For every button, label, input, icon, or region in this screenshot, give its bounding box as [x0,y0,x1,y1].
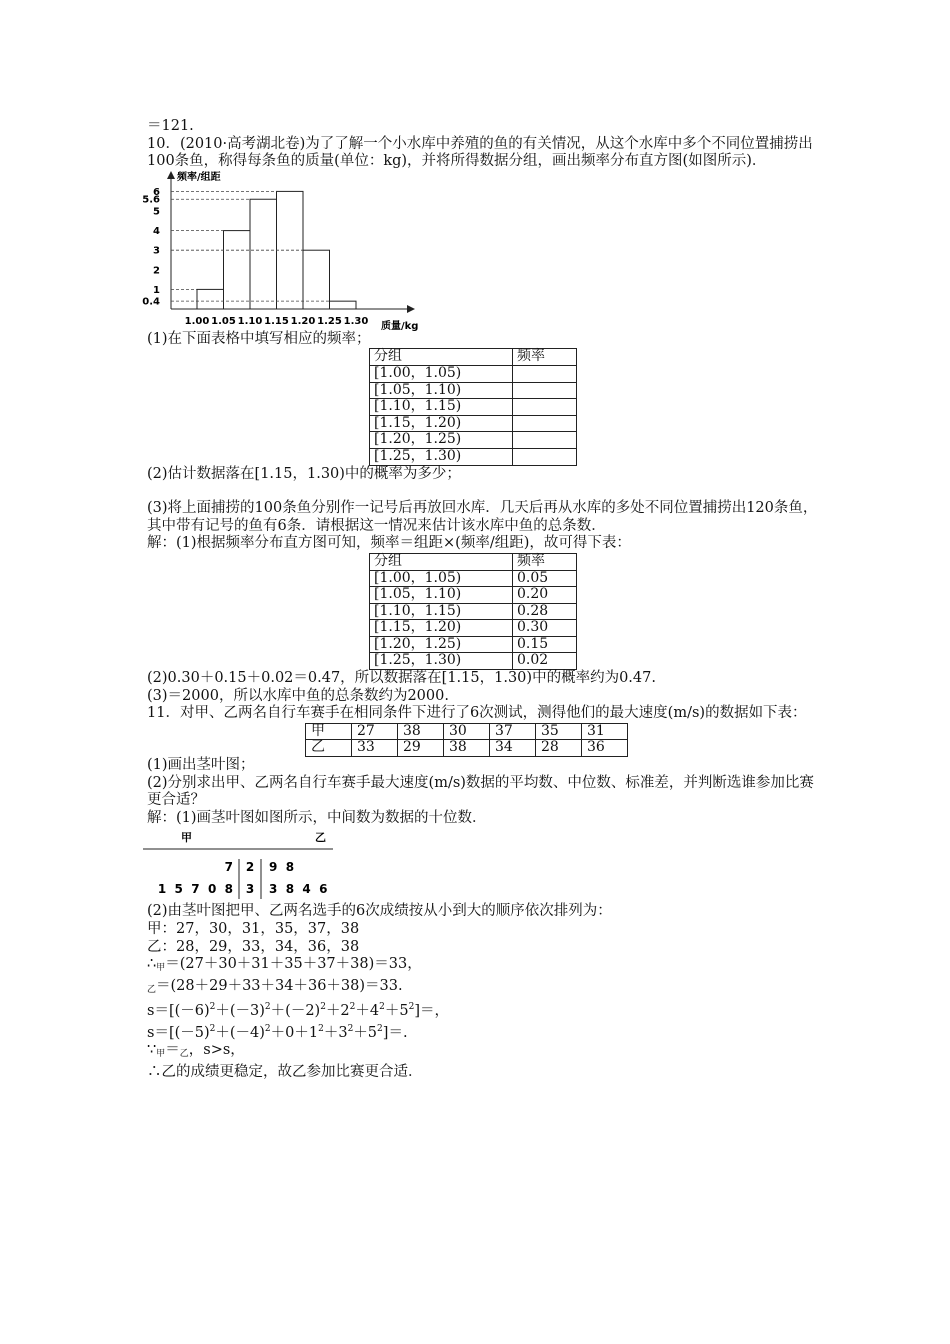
x-tick-label: 1.05 [211,315,236,327]
group-cell: [1.20，1.25) [370,432,513,449]
group-cell: [1.00，1.05) [370,570,513,587]
x-axis-arrow-icon [407,305,415,313]
table-row [370,365,577,382]
frequency-cell: 0.15 [513,636,577,653]
x-axis-label: 质量/kg [381,320,419,332]
speed-row [306,723,628,740]
x-tick-label: 1.25 [317,315,342,327]
frequency-cell: 0.02 [513,653,577,670]
speed-cell: 37 [490,723,536,740]
speed-table [305,723,628,757]
stem-row2-left: 1 5 7 0 8 [157,882,233,897]
histogram-bar [330,301,357,309]
x-tick-label: 1.00 [184,315,210,327]
y-axis-label: 频率/组距 [177,171,221,183]
speed-cell: 35 [536,723,582,740]
speed-cell: 30 [444,723,490,740]
group-cell: [1.10，1.15) [370,399,513,416]
table-row [370,653,577,670]
document-page [142,118,827,1081]
y-tick-label: 6 [153,186,160,198]
q10-part1: (1)在下面表格中填写相应的频率； [147,330,371,347]
y-tick-label: 0.4 [142,296,160,308]
group-cell: [1.20，1.25) [370,636,513,653]
speed-cell: 36 [582,740,628,757]
frequency-cell: 0.30 [513,620,577,637]
mean-yi: $_乙$＝(28＋29＋33＋34＋36＋38)＝33. [147,977,403,995]
q11-part1: (1)画出茎叶图； [147,757,255,774]
stem-right-label: 乙 [315,831,326,845]
frequency-cell: 0.28 [513,603,577,620]
q10-text: 10．(2010·高考湖北卷)为了了解一个小水库中养殖的鱼的有关情况，从这个水库中多个不同位置捕捞出100条鱼，称得每条鱼的质量(单位：kg)，并将所得数据分组，画出频率分布直方图(如图所示)． [147,135,813,170]
histogram-bar [277,191,304,309]
group-cell: [1.10，1.15) [370,603,513,620]
frequency-cell [513,432,577,449]
histogram-bar [303,250,330,309]
frequency-histogram [142,171,435,332]
table-header-row [370,553,577,570]
table-row [370,620,577,637]
yi-sorted: 乙：28，29，33，34，36，38 [147,938,360,955]
frequency-cell [513,365,577,382]
jia-sorted: 甲：27，30，31，35，37，38 [147,921,360,937]
conclusion: ∴乙的成绩更稳定，故乙参加比赛更合适． [147,1063,423,1080]
y-tick-label: 1 [153,284,160,296]
stem-row2-right: 3 8 4 6 [269,882,328,897]
stem-row1-left: 7 [224,860,233,875]
group-cell: [1.15，1.20) [370,620,513,637]
header-group: 分组 [370,349,513,366]
q11-solution-1: 解：(1)画茎叶图如图所示，中间数为数据的十位数． [147,809,487,826]
y-tick-label: 5 [153,206,160,218]
x-tick-label: 1.15 [264,315,289,327]
stem-left-label: 甲 [181,831,192,845]
stem-leaf-plot [143,829,343,901]
mean-jia: $\therefore_甲=(27+30+31+35+37+38)=33$， [147,956,422,974]
group-cell: [1.05，1.10) [370,382,513,399]
table-row [370,636,577,653]
q11-part2: (2)分别求出甲、乙两名自行车赛手最大速度(m/s)数据的平均数、中位数、标准差，并判断选谁参加比赛更合适？ [147,774,814,809]
speed-cell: 34 [490,740,536,757]
x-tick-label: 1.10 [237,315,263,327]
group-cell: [1.25，1.30) [370,448,513,465]
table-row [370,415,577,432]
group-cell: [1.25，1.30) [370,653,513,670]
speed-cell: 31 [582,723,628,740]
table-row [370,587,577,604]
frequency-cell: 0.20 [513,587,577,604]
header-group: 分组 [370,553,513,570]
q10-part3: (3)将上面捕捞的100条鱼分别作一记号后再放回水库．几天后再从水库的多处不同位置捕捞出120条鱼，其中带有记号的鱼有6条．请根据这一情况来估计该水库中鱼的总条数． [147,500,818,534]
frequency-cell [513,448,577,465]
speed-cell: 38 [444,740,490,757]
table-row [370,570,577,587]
q10-solution-3: (3)＝2000，所以水库中鱼的总条数约为2000. [147,687,449,704]
q11-solution-2: (2)由茎叶图把甲、乙两名选手的6次成绩按从小到大的顺序依次排列为： [147,903,612,920]
table-row [370,603,577,620]
frequency-cell [513,399,577,416]
speed-cell: 28 [536,740,582,757]
std-jia: $s=[(-6)^2+(-3)^2+(-2)^2+2^2+4^2+5^2]=$， [147,1002,450,1020]
histogram-bar [197,289,224,309]
q11-text: 11．对甲、乙两名自行车赛手在相同条件下进行了6次测试，测得他们的最大速度(m/s)的数据如下表： [147,705,807,722]
y-axis-arrow-icon [167,171,175,179]
stem-row1-stem: 2 [245,860,255,875]
y-tick-label: 3 [153,245,160,257]
histogram-bar [224,230,251,308]
histogram-bar [250,199,277,309]
rider-name: 甲 [306,723,352,740]
group-cell: [1.00，1.05) [370,365,513,382]
because-line: $\because_甲=_乙$，s>s， [147,1042,245,1060]
answer-frequency-table [369,553,577,670]
rider-name: 乙 [306,740,352,757]
table-row [370,432,577,449]
frequency-cell: 0.05 [513,570,577,587]
std-yi: $s=[(-5)^2+(-4)^2+0+1^2+3^2+5^2]=$. [147,1023,408,1041]
q10-solution-2: (2)0.30＋0.15＋0.02＝0.47，所以数据落在[1.15，1.30)中的概率约为0.47. [147,670,656,687]
header-frequency: 频率 [513,349,577,366]
x-tick-label: 1.20 [290,315,316,327]
table-row [370,448,577,465]
blank-frequency-table [369,348,577,465]
speed-cell: 38 [398,723,444,740]
speed-row [306,740,628,757]
q10-part2: (2)估计数据落在[1.15，1.30)中的概率为多少； [147,465,461,482]
x-tick-label: 1.30 [343,315,369,327]
stem-row1-right: 9 8 [269,860,295,875]
speed-cell: 27 [352,723,398,740]
intro-line: ＝121. [147,118,194,134]
group-cell: [1.15，1.20) [370,415,513,432]
stem-row2-stem: 3 [245,882,255,897]
y-tick-label: 5.6 [142,194,160,206]
speed-cell: 29 [398,740,444,757]
speed-cell: 33 [352,740,398,757]
q10-solution-1: 解：(1)根据频率分布直方图可知，频率＝组距×(频率/组距)，故可得下表： [147,535,631,552]
table-row [370,382,577,399]
table-header-row [370,349,577,366]
frequency-cell [513,415,577,432]
group-cell: [1.05，1.10) [370,587,513,604]
table-row [370,399,577,416]
y-tick-label: 4 [153,225,160,237]
frequency-cell [513,382,577,399]
header-frequency: 频率 [513,553,577,570]
y-tick-label: 2 [153,265,160,277]
